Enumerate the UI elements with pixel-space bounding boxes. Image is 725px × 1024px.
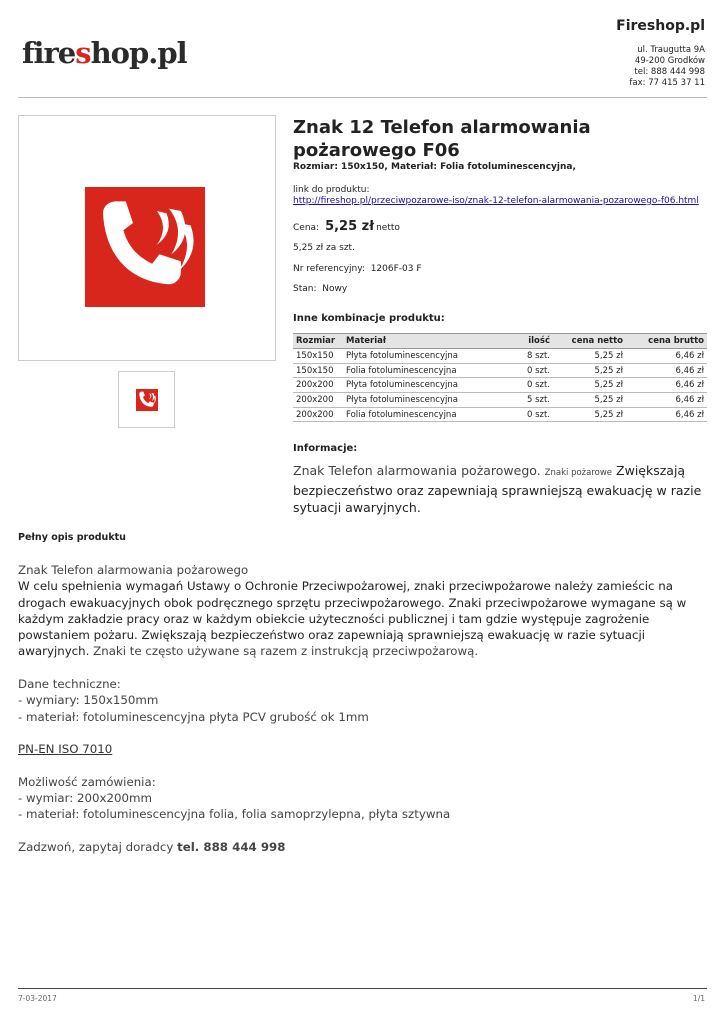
logo-accent: s — [75, 36, 91, 70]
cell-quantity: 0 szt. — [508, 378, 553, 393]
address-line-1: ul. Traugutta 9A — [637, 45, 705, 55]
spacer — [18, 823, 708, 839]
desc-paragraph-tail: Znaki te często używane są razem z instrukcją przeciwpożarową. — [93, 644, 479, 659]
info-text-part1: Znak Telefon alarmowania pożarowego. — [293, 463, 541, 478]
standard-link[interactable]: PN-EN ISO 7010 — [18, 742, 113, 757]
footer-date: 7-03-2017 — [18, 994, 57, 1003]
cell-quantity: 0 szt. — [508, 363, 553, 378]
price-suffix: netto — [376, 223, 400, 233]
cell-gross-price: 6,46 zł — [626, 393, 707, 408]
logo-prefix: fire — [22, 36, 76, 70]
table-row — [293, 349, 707, 364]
info-heading: Informacje: — [293, 443, 358, 454]
price-value: 5,25 zł — [325, 219, 375, 234]
table-row — [293, 378, 707, 393]
table-row — [293, 363, 707, 378]
product-link[interactable]: http://fireshop.pl/przeciwpozarowe-iso/znak-12-telefon-alarmowania-pozarowego-f06.html — [293, 196, 699, 206]
call-line — [18, 839, 708, 855]
fire-phone-sign-thumb-icon — [136, 389, 158, 411]
product-thumbnail[interactable] — [118, 371, 175, 428]
cell-material: Folia fotoluminescencyjna — [343, 363, 508, 378]
ref-label: Nr referencyjny: — [293, 264, 365, 274]
state-label: Stan: — [293, 284, 317, 294]
cell-size: 150x150 — [293, 363, 343, 378]
product-subtitle: Rozmiar: 150x150, Materiał: Folia fotoluminescencyjna, — [293, 162, 576, 172]
product-link-label: link do produktu: — [293, 185, 370, 195]
table-header-row — [293, 334, 707, 349]
address-line-2: 49-200 Grodków — [634, 56, 705, 66]
ref-value: 1206F-03 F — [370, 264, 422, 274]
info-text-part2: Znaki pożarowe — [544, 468, 613, 478]
col-header-gross-price: cena brutto — [626, 334, 707, 349]
full-description — [18, 562, 708, 855]
shop-phone: tel: 888 444 998 — [634, 67, 705, 77]
cell-gross-price: 6,46 zł — [626, 378, 707, 393]
order-heading: Możliwość zamówienia: — [18, 774, 156, 789]
header-divider — [18, 97, 707, 98]
standard-line — [18, 741, 708, 757]
product-title: Znak 12 Telefon alarmowania pożarowego F06 — [293, 117, 591, 161]
shop-fax: fax: 77 415 37 11 — [629, 78, 705, 88]
cell-size: 200x200 — [293, 393, 343, 408]
reference-number — [293, 264, 422, 274]
product-main-image — [18, 115, 276, 361]
cell-material: Płyta fotoluminescencyjna — [343, 393, 508, 408]
footer-page-number: 1/1 — [692, 994, 705, 1003]
cell-gross-price: 6,46 zł — [626, 407, 707, 422]
desc-paragraph-main: W celu spełnienia wymagań Ustawy o Ochronie Przeciwpożarowej, znaki przeciwpożarowe należy zamieścic na drogach ewakuacyjnych obok podręcznego sprzętu przeciwpożarowego. Znaki przeciwpożarowe wymagane są w każdym zakładzie pracy oraz w każdym obiekcie użyteczności publicznej i tam gdzie występuje zagrożenie powstaniem pożaru. Zwiększają bezpieczeństwo oraz zapewniają sprawniejszą ewakuację w razie sytuacji awaryjnych. — [18, 579, 687, 659]
price-label: Cena: — [293, 223, 320, 233]
cell-net-price: 5,25 zł — [553, 349, 626, 364]
shop-address — [629, 45, 705, 89]
spacer — [18, 725, 708, 741]
call-phone[interactable]: tel. 888 444 998 — [177, 840, 286, 855]
fire-phone-sign-icon — [85, 187, 205, 307]
cell-gross-price: 6,46 zł — [626, 363, 707, 378]
cell-net-price: 5,25 zł — [553, 378, 626, 393]
col-header-material: Materiał — [343, 334, 508, 349]
info-text — [293, 462, 703, 516]
cell-size: 200x200 — [293, 378, 343, 393]
table-row — [293, 393, 707, 408]
state-value: Nowy — [322, 284, 348, 294]
spacer — [18, 758, 708, 774]
combinations-heading: Inne kombinacje produktu: — [293, 313, 445, 324]
cell-size: 200x200 — [293, 407, 343, 422]
call-prefix: Zadzwoń, zapytaj doradcy — [18, 840, 174, 855]
product-state — [293, 284, 347, 294]
price-per-unit: 5,25 zł za szt. — [293, 243, 355, 253]
desc-paragraph — [18, 578, 708, 659]
table-row — [293, 407, 707, 422]
cell-quantity: 8 szt. — [508, 349, 553, 364]
order-size: - wymiar: 200x200mm — [18, 791, 152, 806]
tech-dimensions: - wymiary: 150x150mm — [18, 693, 159, 708]
col-header-quantity: ilość — [508, 334, 553, 349]
cell-material: Płyta fotoluminescencyjna — [343, 349, 508, 364]
price-row — [293, 219, 400, 234]
tech-heading: Dane techniczne: — [18, 677, 121, 692]
shop-name: Fireshop.pl — [616, 18, 705, 34]
full-description-heading: Pełny opis produktu — [18, 532, 126, 543]
cell-material: Płyta fotoluminescencyjna — [343, 378, 508, 393]
cell-size: 150x150 — [293, 349, 343, 364]
cell-material: Folia fotoluminescencyjna — [343, 407, 508, 422]
tech-material: - materiał: fotoluminescencyjna płyta PCV grubość ok 1mm — [18, 709, 369, 724]
spacer — [18, 660, 708, 676]
cell-gross-price: 6,46 zł — [626, 349, 707, 364]
cell-quantity: 5 szt. — [508, 393, 553, 408]
cell-net-price: 5,25 zł — [553, 407, 626, 422]
col-header-net-price: cena netto — [553, 334, 626, 349]
fireshop-logo[interactable] — [22, 36, 187, 70]
combinations-table — [293, 333, 707, 422]
cell-quantity: 0 szt. — [508, 407, 553, 422]
logo-suffix: hop.pl — [90, 36, 187, 70]
desc-line1: Znak Telefon alarmowania pożarowego — [18, 563, 249, 577]
cell-net-price: 5,25 zł — [553, 393, 626, 408]
col-header-size: Rozmiar — [293, 334, 343, 349]
cell-net-price: 5,25 zł — [553, 363, 626, 378]
info-text-part3: Zwiększają bezpieczeństwo oraz zapewniają sprawniejszą ewakuację w razie sytuacji awaryjnych. — [293, 463, 702, 515]
order-material: - materiał: fotoluminescencyjna folia, folia samoprzylepna, płyta sztywna — [18, 807, 451, 822]
footer-divider — [18, 988, 707, 989]
